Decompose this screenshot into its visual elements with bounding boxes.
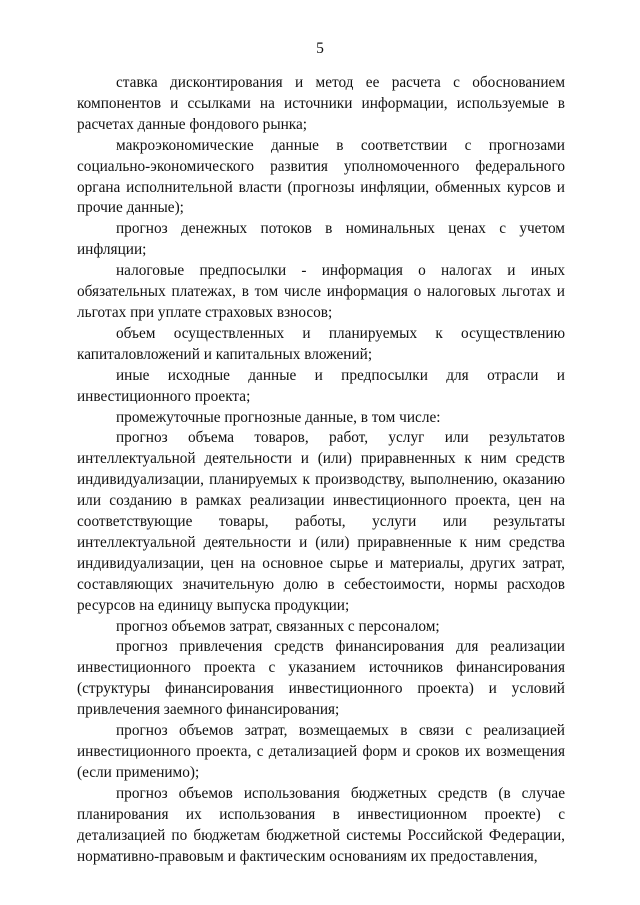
paragraph-reimbursed-costs: прогноз объемов затрат, возмещаемых в связи с реализацией инвестиционного проекта, с детализацией форм и сроков их возмещения (если применимо); bbox=[77, 722, 565, 781]
paragraph-capital-investments: объем осуществленных и планируемых к осуществлению капиталовложений и капитальных вложений; bbox=[77, 324, 565, 363]
paragraph-personnel-costs: прогноз объемов затрат, связанных с персоналом; bbox=[116, 617, 440, 635]
paragraph-cash-flow-forecast: прогноз денежных потоков в номинальных ценах с учетом инфляции; bbox=[77, 220, 565, 259]
paragraph-financing-forecast: прогноз привлечения средств финансирования для реализации инвестиционного проекта с указанием источников финансирования (структуры финансирования инвестиционного проекта) и условий привлечения заемного финансирования; bbox=[77, 638, 565, 719]
paragraph-macroeconomic-data: макроэкономические данные в соответствии с прогнозами социально-экономического развития уполномоченного федерального органа исполнительной власти (прогнозы инфляции, обменных курсов и прочие данные); bbox=[77, 136, 565, 217]
paragraph-tax-assumptions: налоговые предпосылки - информация о налогах и иных обязательных платежах, в том числе информация о налоговых льготах и льготах при уплате страховых взносов; bbox=[77, 262, 565, 321]
document-body bbox=[77, 73, 565, 867]
page-number: 5 bbox=[316, 40, 324, 57]
paragraph-discount-rate: ставка дисконтирования и метод ее расчета с обоснованием компонентов и ссылками на источники информации, используемые в расчетах данные фондового рынка; bbox=[77, 74, 565, 133]
paragraph-volume-price-forecast: прогноз объема товаров, работ, услуг или результатов интеллектуальной деятельности и (или) приравненных к ним средств индивидуализации, планируемых к производству, выполнению, оказанию или созданию в рамках реализации инвестиционного проекта, цен на соответствующие товары, работы, услуги или результаты интеллектуальной деятельности и (или) приравненные к ним средства индивидуализации, цен на основное сырье и материалы, других затрат, составляющих значительную долю в себестоимости, нормы расходов ресурсов на единицу выпуска продукции; bbox=[77, 429, 565, 614]
paragraph-other-inputs: иные исходные данные и предпосылки для отрасли и инвестиционного проекта; bbox=[77, 366, 565, 405]
paragraph-intermediate-forecasts: промежуточные прогнозные данные, в том числе: bbox=[116, 408, 441, 426]
paragraph-budget-funds: прогноз объемов использования бюджетных средств (в случае планирования их использования в инвестиционном проекте) с детализацией по бюджетам бюджетной системы Российской Федерации, нормативно-правовым и фактическим основаниям их предоставления, bbox=[77, 784, 565, 865]
